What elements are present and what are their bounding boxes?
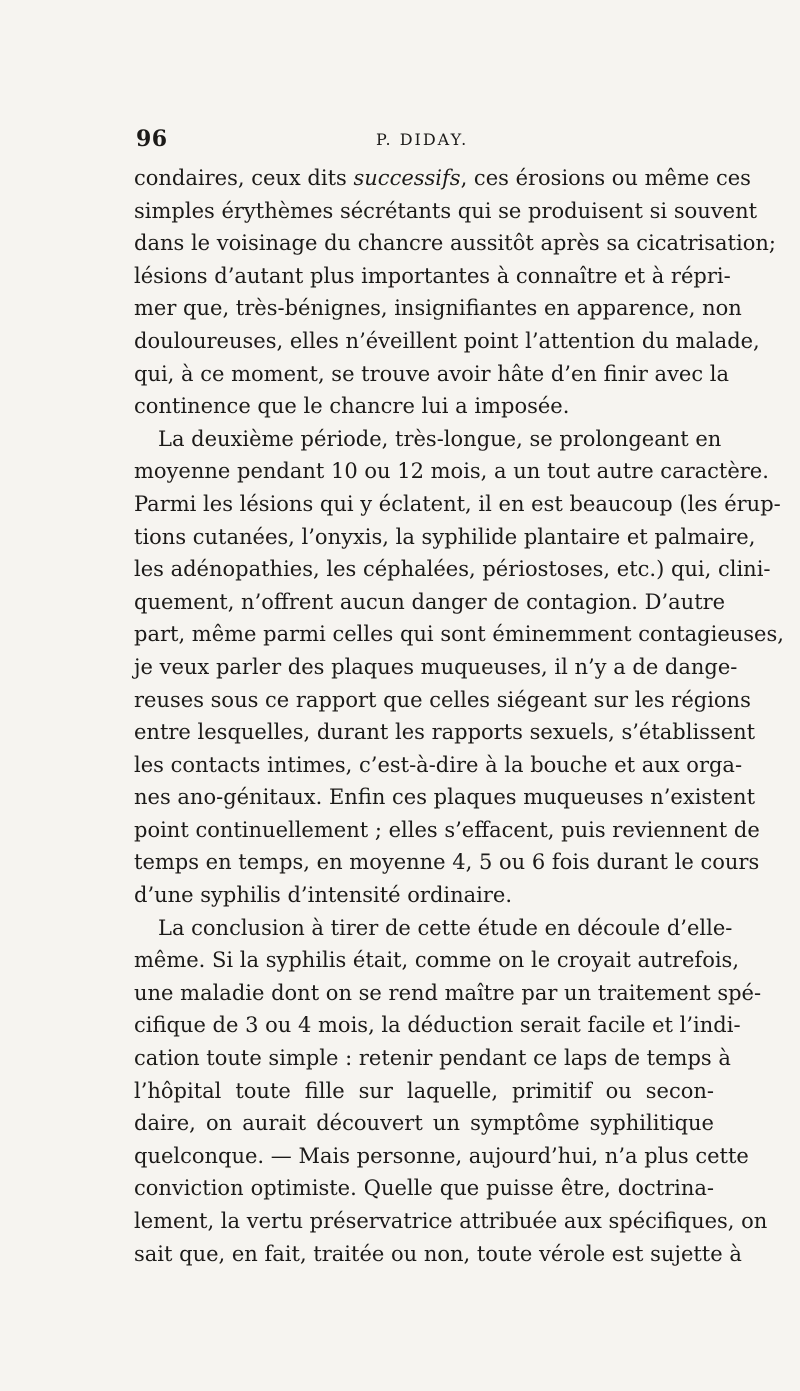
line-text: lement, la vertu préservatrice attribuée aux spécifiques, on bbox=[134, 1209, 768, 1233]
line-text: mer que, très-bénignes, insignifiantes en apparence, non bbox=[134, 296, 742, 321]
text-line bbox=[134, 716, 756, 749]
line-text: simples érythèmes sécrétants qui se produisent si souvent bbox=[134, 198, 758, 223]
text-line bbox=[134, 814, 760, 847]
text-line bbox=[134, 912, 733, 945]
line-text: tions cutanées, l’onyxis, la syphilide plantaire et palmaire, bbox=[134, 524, 756, 549]
running-head: P. DIDAY. bbox=[376, 130, 469, 149]
text-line bbox=[134, 488, 781, 521]
text-line bbox=[134, 1107, 714, 1140]
text-line bbox=[134, 260, 731, 293]
line-text: entre lesquelles, durant les rapports sexuels, s’établissent bbox=[134, 720, 756, 745]
line-text-rest: , ces érosions ou même ces bbox=[460, 166, 751, 190]
line-text: continence que le chancre lui a imposée. bbox=[134, 394, 570, 419]
line-text: reuses sous ce rapport que celles siégeant sur les régions bbox=[134, 687, 751, 712]
line-text: d’une syphilis d’intensité ordinaire. bbox=[134, 883, 513, 908]
text-line bbox=[134, 977, 762, 1010]
italic-term: successifs bbox=[353, 166, 461, 190]
text-line bbox=[134, 195, 758, 228]
page-header bbox=[136, 126, 712, 156]
text-line bbox=[134, 846, 760, 879]
line-text: dans le voisinage du chancre aussitôt après sa cicatrisation; bbox=[134, 231, 776, 256]
text-line bbox=[134, 358, 730, 391]
text-line bbox=[134, 586, 726, 619]
line-text: une maladie dont on se rend maître par un traitement spé- bbox=[134, 980, 762, 1005]
line-text: quelconque. — Mais personne, aujourd’hui, n’a plus cette bbox=[134, 1143, 749, 1168]
text-line bbox=[134, 292, 742, 325]
text-line bbox=[134, 1205, 768, 1238]
text-line bbox=[134, 553, 771, 586]
line-text: La conclusion à tirer de cette étude en découle d’elle- bbox=[158, 915, 733, 940]
text-line bbox=[134, 879, 714, 912]
text-line bbox=[134, 944, 740, 977]
text-line bbox=[134, 1009, 741, 1042]
line-text: douloureuses, elles n’éveillent point l’attention du malade, bbox=[134, 328, 760, 353]
line-text: l’hôpital toute fille sur laquelle, primitif ou secon- bbox=[134, 1078, 714, 1103]
text-line bbox=[134, 325, 760, 358]
line-text: daire, on aurait découvert un symptôme syphilitique bbox=[134, 1111, 714, 1136]
line-text: sait que, en fait, traitée ou non, toute vérole est sujette à bbox=[134, 1241, 742, 1266]
text-line bbox=[134, 684, 751, 717]
text-line bbox=[134, 651, 738, 684]
text-line bbox=[134, 455, 769, 488]
line-text: les contacts intimes, c’est-à-dire à la bouche et aux orga- bbox=[134, 752, 743, 777]
text-line bbox=[134, 423, 722, 456]
line-text: quement, n’offrent aucun danger de contagion. D’autre bbox=[134, 589, 726, 614]
line-text: cation toute simple : retenir pendant ce laps de temps à bbox=[134, 1046, 731, 1071]
line-text: part, même parmi celles qui sont éminemment contagieuses, bbox=[134, 622, 784, 647]
line-text: les adénopathies, les céphalées, périostoses, etc.) qui, clini- bbox=[134, 557, 771, 582]
text-line bbox=[134, 1238, 742, 1271]
text-line bbox=[134, 390, 714, 423]
line-text: condaires, ceux dits bbox=[134, 166, 354, 190]
line-text: point continuellement ; elles s’effacent, puis reviennent de bbox=[134, 817, 760, 842]
line-text: je veux parler des plaques muqueuses, il n’y a de dange- bbox=[134, 654, 738, 679]
text-line bbox=[134, 227, 776, 260]
line-text: cifique de 3 ou 4 mois, la déduction serait facile et l’indi- bbox=[134, 1013, 741, 1038]
text-line bbox=[134, 1140, 749, 1173]
line-text: moyenne pendant 10 ou 12 mois, a un tout autre caractère. bbox=[134, 459, 769, 484]
text-line bbox=[134, 1042, 731, 1075]
line-text: qui, à ce moment, se trouve avoir hâte d’en finir avec la bbox=[134, 361, 730, 386]
text-line bbox=[134, 781, 756, 814]
line-text: même. Si la syphilis était, comme on le croyait autrefois, bbox=[134, 948, 740, 973]
text-line bbox=[134, 1172, 714, 1205]
text-line bbox=[134, 162, 751, 195]
line-text: nes ano-génitaux. Enfin ces plaques muqueuses n’existent bbox=[134, 785, 756, 810]
line-text: lésions d’autant plus importantes à connaître et à répri- bbox=[134, 263, 731, 288]
line-text: La deuxième période, très-longue, se prolongeant en bbox=[158, 426, 722, 451]
line-text: conviction optimiste. Quelle que puisse être, doctrina- bbox=[134, 1176, 714, 1201]
line-text: Parmi les lésions qui y éclatent, il en est beaucoup (les érup- bbox=[134, 491, 781, 516]
page-number: 96 bbox=[136, 126, 168, 152]
text-line bbox=[134, 521, 756, 554]
line-text: temps en temps, en moyenne 4, 5 ou 6 fois durant le cours bbox=[134, 850, 760, 875]
text-line bbox=[134, 749, 743, 782]
text-line bbox=[134, 618, 784, 651]
text-line bbox=[134, 1075, 714, 1108]
body-text bbox=[134, 162, 784, 1270]
